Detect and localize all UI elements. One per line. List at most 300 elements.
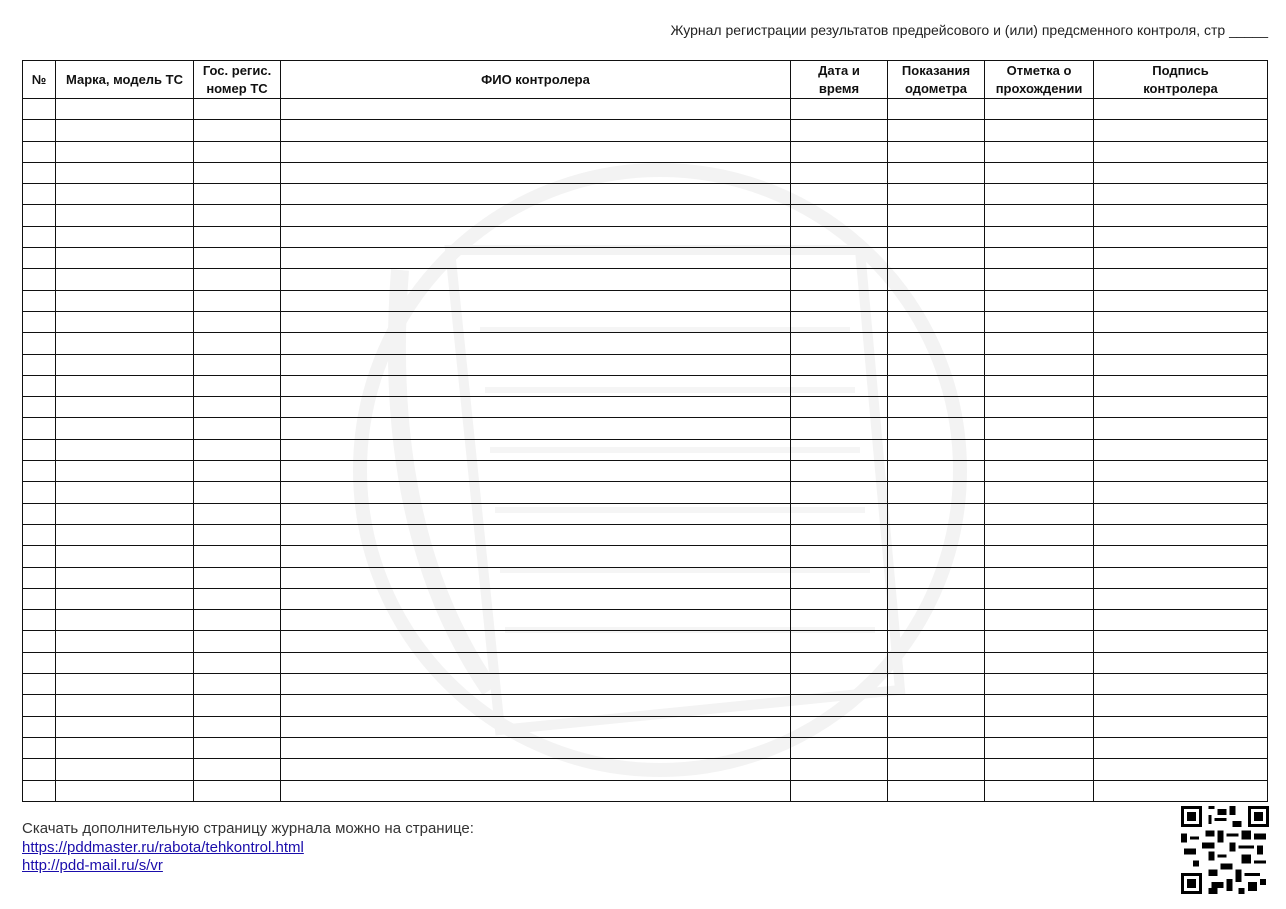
table-cell[interactable] [1094, 503, 1268, 524]
table-row [23, 120, 1268, 141]
table-row [23, 184, 1268, 205]
table-cell[interactable] [23, 524, 56, 545]
table-cell[interactable] [281, 99, 791, 120]
table-cell[interactable] [281, 269, 791, 290]
table-cell[interactable] [281, 226, 791, 247]
table-cell[interactable] [281, 311, 791, 332]
table-cell[interactable] [888, 120, 985, 141]
table-cell[interactable] [194, 503, 281, 524]
table-cell[interactable] [985, 354, 1094, 375]
table-cell[interactable] [791, 780, 888, 801]
table-row [23, 141, 1268, 162]
table-cell[interactable] [281, 290, 791, 311]
table-cell[interactable] [194, 695, 281, 716]
table-cell[interactable] [1094, 354, 1268, 375]
table-cell[interactable] [56, 226, 194, 247]
table-cell[interactable] [985, 524, 1094, 545]
table-cell[interactable] [56, 674, 194, 695]
table-cell[interactable] [791, 418, 888, 439]
table-cell[interactable] [1094, 524, 1268, 545]
table-cell[interactable] [791, 652, 888, 673]
table-cell[interactable] [281, 546, 791, 567]
table-cell[interactable] [194, 354, 281, 375]
table-cell[interactable] [985, 248, 1094, 269]
col-header-vehicle-model: Марка, модель ТС [56, 61, 194, 99]
table-cell[interactable] [888, 716, 985, 737]
table-row [23, 354, 1268, 375]
table-cell[interactable] [194, 397, 281, 418]
table-cell[interactable] [791, 461, 888, 482]
table-cell[interactable] [56, 546, 194, 567]
table-cell[interactable] [1094, 716, 1268, 737]
table-cell[interactable] [23, 546, 56, 567]
table-cell[interactable] [56, 716, 194, 737]
table-cell[interactable] [985, 99, 1094, 120]
table-cell[interactable] [888, 588, 985, 609]
table-cell[interactable] [23, 248, 56, 269]
table-cell[interactable] [791, 333, 888, 354]
table-cell[interactable] [791, 695, 888, 716]
table-cell[interactable] [56, 631, 194, 652]
table-cell[interactable] [56, 737, 194, 758]
table-cell[interactable] [888, 695, 985, 716]
table-cell[interactable] [281, 759, 791, 780]
table-cell[interactable] [791, 99, 888, 120]
table-cell[interactable] [888, 418, 985, 439]
table-cell[interactable] [1094, 759, 1268, 780]
table-cell[interactable] [56, 439, 194, 460]
table-cell[interactable] [985, 439, 1094, 460]
table-row [23, 461, 1268, 482]
table-cell[interactable] [1094, 737, 1268, 758]
table-cell[interactable] [985, 162, 1094, 183]
table-cell[interactable] [194, 780, 281, 801]
download-link-pdd-mail[interactable]: http://pdd-mail.ru/s/vr [22, 857, 163, 874]
table-cell[interactable] [985, 397, 1094, 418]
table-cell[interactable] [56, 397, 194, 418]
table-cell[interactable] [23, 141, 56, 162]
table-cell[interactable] [888, 652, 985, 673]
table-cell[interactable] [1094, 610, 1268, 631]
table-cell[interactable] [791, 354, 888, 375]
table-cell[interactable] [1094, 226, 1268, 247]
table-cell[interactable] [888, 567, 985, 588]
table-cell[interactable] [985, 141, 1094, 162]
table-cell[interactable] [888, 503, 985, 524]
table-cell[interactable] [888, 461, 985, 482]
table-cell[interactable] [985, 269, 1094, 290]
table-cell[interactable] [194, 482, 281, 503]
table-cell[interactable] [23, 205, 56, 226]
table-row [23, 588, 1268, 609]
table-cell[interactable] [23, 588, 56, 609]
table-cell[interactable] [1094, 290, 1268, 311]
table-cell[interactable] [194, 674, 281, 695]
table-cell[interactable] [888, 674, 985, 695]
table-cell[interactable] [194, 141, 281, 162]
table-cell[interactable] [888, 482, 985, 503]
table-cell[interactable] [281, 737, 791, 758]
table-cell[interactable] [1094, 311, 1268, 332]
table-row [23, 99, 1268, 120]
table-cell[interactable] [985, 311, 1094, 332]
table-cell[interactable] [194, 588, 281, 609]
header-row [23, 61, 1268, 99]
table-cell[interactable] [194, 162, 281, 183]
table-cell[interactable] [1094, 375, 1268, 396]
table-cell[interactable] [985, 546, 1094, 567]
table-cell[interactable] [23, 354, 56, 375]
table-cell[interactable] [194, 269, 281, 290]
table-cell[interactable] [281, 248, 791, 269]
table-cell[interactable] [281, 588, 791, 609]
table-cell[interactable] [23, 503, 56, 524]
table-cell[interactable] [23, 674, 56, 695]
table-cell[interactable] [985, 418, 1094, 439]
table-cell[interactable] [194, 737, 281, 758]
table-cell[interactable] [23, 162, 56, 183]
table-cell[interactable] [1094, 141, 1268, 162]
table-cell[interactable] [56, 759, 194, 780]
table-cell[interactable] [985, 375, 1094, 396]
table-cell[interactable] [791, 141, 888, 162]
table-cell[interactable] [23, 759, 56, 780]
table-cell[interactable] [985, 205, 1094, 226]
table-cell[interactable] [1094, 780, 1268, 801]
table-cell[interactable] [1094, 461, 1268, 482]
table-cell[interactable] [281, 141, 791, 162]
table-cell[interactable] [888, 631, 985, 652]
table-cell[interactable] [56, 141, 194, 162]
table-row [23, 375, 1268, 396]
table-cell[interactable] [281, 418, 791, 439]
col-header-signature: Подпись контролера [1094, 61, 1268, 99]
table-cell[interactable] [56, 311, 194, 332]
table-cell[interactable] [56, 524, 194, 545]
table-cell[interactable] [194, 546, 281, 567]
table-cell[interactable] [56, 418, 194, 439]
table-cell[interactable] [791, 759, 888, 780]
table-cell[interactable] [888, 99, 985, 120]
table-cell[interactable] [888, 184, 985, 205]
table-cell[interactable] [281, 610, 791, 631]
table-cell[interactable] [23, 567, 56, 588]
table-cell[interactable] [985, 780, 1094, 801]
table-cell[interactable] [985, 631, 1094, 652]
table-cell[interactable] [281, 631, 791, 652]
table-cell[interactable] [1094, 162, 1268, 183]
table-cell[interactable] [1094, 695, 1268, 716]
table-cell[interactable] [23, 397, 56, 418]
table-cell[interactable] [194, 375, 281, 396]
table-row [23, 205, 1268, 226]
table-cell[interactable] [56, 610, 194, 631]
table-cell[interactable] [23, 482, 56, 503]
table-cell[interactable] [281, 397, 791, 418]
table-cell[interactable] [888, 737, 985, 758]
table-cell[interactable] [888, 524, 985, 545]
table-cell[interactable] [194, 333, 281, 354]
table-cell[interactable] [194, 652, 281, 673]
table-cell[interactable] [56, 333, 194, 354]
table-cell[interactable] [985, 120, 1094, 141]
table-cell[interactable] [1094, 546, 1268, 567]
table-cell[interactable] [791, 205, 888, 226]
table-cell[interactable] [56, 482, 194, 503]
table-cell[interactable] [791, 184, 888, 205]
table-row [23, 503, 1268, 524]
table-cell[interactable] [1094, 120, 1268, 141]
table-cell[interactable] [791, 482, 888, 503]
table-cell[interactable] [23, 99, 56, 120]
table-cell[interactable] [791, 631, 888, 652]
table-cell[interactable] [194, 226, 281, 247]
table-cell[interactable] [56, 588, 194, 609]
table-row [23, 333, 1268, 354]
table-cell[interactable] [985, 567, 1094, 588]
table-cell[interactable] [985, 184, 1094, 205]
table-cell[interactable] [23, 290, 56, 311]
table-body [23, 99, 1268, 802]
table-cell[interactable] [194, 248, 281, 269]
table-cell[interactable] [281, 716, 791, 737]
table-row [23, 482, 1268, 503]
table-cell[interactable] [888, 333, 985, 354]
table-cell[interactable] [1094, 567, 1268, 588]
table-cell[interactable] [281, 354, 791, 375]
table-cell[interactable] [791, 524, 888, 545]
table-cell[interactable] [985, 290, 1094, 311]
table-cell[interactable] [791, 311, 888, 332]
table-cell[interactable] [23, 652, 56, 673]
table-cell[interactable] [23, 631, 56, 652]
table-cell[interactable] [23, 716, 56, 737]
table-cell[interactable] [888, 780, 985, 801]
table-cell[interactable] [888, 311, 985, 332]
table-cell[interactable] [791, 503, 888, 524]
footer [22, 820, 474, 876]
table-row [23, 652, 1268, 673]
table-cell[interactable] [791, 546, 888, 567]
table-cell[interactable] [791, 375, 888, 396]
table-cell[interactable] [194, 631, 281, 652]
table-cell[interactable] [1094, 99, 1268, 120]
table-cell[interactable] [194, 461, 281, 482]
table-cell[interactable] [281, 780, 791, 801]
table-cell[interactable] [791, 120, 888, 141]
table-cell[interactable] [791, 716, 888, 737]
table-row [23, 162, 1268, 183]
col-header-number: № [23, 61, 56, 99]
table-cell[interactable] [1094, 205, 1268, 226]
table-cell[interactable] [23, 333, 56, 354]
table-cell[interactable] [23, 120, 56, 141]
table-cell[interactable] [281, 120, 791, 141]
table-cell[interactable] [23, 737, 56, 758]
table-cell[interactable] [888, 759, 985, 780]
table-cell[interactable] [281, 652, 791, 673]
table-cell[interactable] [56, 780, 194, 801]
download-link-pddmaster[interactable]: https://pddmaster.ru/rabota/tehkontrol.html [22, 838, 304, 856]
table-row [23, 397, 1268, 418]
table-cell[interactable] [56, 503, 194, 524]
table-cell[interactable] [281, 567, 791, 588]
table-row [23, 780, 1268, 801]
table-cell[interactable] [888, 248, 985, 269]
table-cell[interactable] [194, 290, 281, 311]
table-cell[interactable] [1094, 269, 1268, 290]
table-cell[interactable] [791, 439, 888, 460]
table-cell[interactable] [985, 652, 1094, 673]
table-row [23, 248, 1268, 269]
table-cell[interactable] [56, 248, 194, 269]
table-cell[interactable] [194, 205, 281, 226]
table-row [23, 439, 1268, 460]
table-cell[interactable] [23, 695, 56, 716]
table-cell[interactable] [281, 482, 791, 503]
table-cell[interactable] [791, 397, 888, 418]
table-cell[interactable] [194, 524, 281, 545]
table-cell[interactable] [56, 162, 194, 183]
table-cell[interactable] [985, 759, 1094, 780]
table-cell[interactable] [1094, 652, 1268, 673]
table-cell[interactable] [23, 269, 56, 290]
table-cell[interactable] [888, 439, 985, 460]
table-cell[interactable] [791, 674, 888, 695]
table-cell[interactable] [1094, 588, 1268, 609]
table-row [23, 418, 1268, 439]
table-cell[interactable] [985, 695, 1094, 716]
table-cell[interactable] [194, 311, 281, 332]
table-cell[interactable] [791, 226, 888, 247]
table-cell[interactable] [56, 120, 194, 141]
table-cell[interactable] [23, 226, 56, 247]
table-cell[interactable] [281, 503, 791, 524]
table-cell[interactable] [791, 162, 888, 183]
table-cell[interactable] [194, 567, 281, 588]
journal-table [22, 60, 1268, 802]
table-cell[interactable] [56, 461, 194, 482]
table-cell[interactable] [985, 737, 1094, 758]
table-cell[interactable] [985, 482, 1094, 503]
table-row [23, 695, 1268, 716]
table-cell[interactable] [194, 759, 281, 780]
table-cell[interactable] [23, 610, 56, 631]
table-cell[interactable] [56, 652, 194, 673]
table-cell[interactable] [281, 439, 791, 460]
table-cell[interactable] [888, 141, 985, 162]
table-cell[interactable] [56, 99, 194, 120]
table-cell[interactable] [791, 248, 888, 269]
table-cell[interactable] [194, 439, 281, 460]
table-row [23, 226, 1268, 247]
table-cell[interactable] [888, 269, 985, 290]
table-cell[interactable] [888, 375, 985, 396]
col-header-passage-mark: Отметка о прохождении [985, 61, 1094, 99]
table-cell[interactable] [985, 226, 1094, 247]
table-cell[interactable] [1094, 333, 1268, 354]
table-cell[interactable] [23, 461, 56, 482]
table-cell[interactable] [56, 290, 194, 311]
table-cell[interactable] [194, 610, 281, 631]
table-cell[interactable] [985, 674, 1094, 695]
table-cell[interactable] [194, 99, 281, 120]
table-cell[interactable] [23, 780, 56, 801]
table-cell[interactable] [1094, 184, 1268, 205]
table-cell[interactable] [194, 184, 281, 205]
table-cell[interactable] [1094, 482, 1268, 503]
table-cell[interactable] [56, 354, 194, 375]
col-header-odometer: Показания одометра [888, 61, 985, 99]
table-cell[interactable] [56, 269, 194, 290]
table-cell[interactable] [281, 205, 791, 226]
table-cell[interactable] [888, 290, 985, 311]
table-cell[interactable] [281, 333, 791, 354]
table-cell[interactable] [281, 162, 791, 183]
table-cell[interactable] [56, 184, 194, 205]
table-cell[interactable] [23, 418, 56, 439]
table-cell[interactable] [281, 524, 791, 545]
table-cell[interactable] [23, 439, 56, 460]
table-cell[interactable] [1094, 631, 1268, 652]
table-cell[interactable] [888, 610, 985, 631]
table-cell[interactable] [888, 162, 985, 183]
table-cell[interactable] [56, 375, 194, 396]
table-cell[interactable] [888, 354, 985, 375]
table-cell[interactable] [281, 375, 791, 396]
table-cell[interactable] [791, 290, 888, 311]
table-cell[interactable] [23, 184, 56, 205]
table-cell[interactable] [1094, 248, 1268, 269]
table-cell[interactable] [194, 120, 281, 141]
table-cell[interactable] [791, 588, 888, 609]
table-cell[interactable] [194, 418, 281, 439]
table-cell[interactable] [56, 695, 194, 716]
table-cell[interactable] [281, 674, 791, 695]
col-header-date-time: Дата и время [791, 61, 888, 99]
table-cell[interactable] [281, 695, 791, 716]
table-cell[interactable] [1094, 674, 1268, 695]
table-cell[interactable] [56, 567, 194, 588]
table-cell[interactable] [194, 716, 281, 737]
table-cell[interactable] [791, 269, 888, 290]
table-cell[interactable] [985, 588, 1094, 609]
table-cell[interactable] [23, 311, 56, 332]
table-cell[interactable] [281, 461, 791, 482]
table-cell[interactable] [281, 184, 791, 205]
table-cell[interactable] [985, 461, 1094, 482]
table-cell[interactable] [1094, 397, 1268, 418]
table-cell[interactable] [985, 503, 1094, 524]
table-cell[interactable] [791, 567, 888, 588]
table-row [23, 290, 1268, 311]
table-cell[interactable] [888, 397, 985, 418]
table-cell[interactable] [888, 226, 985, 247]
table-cell[interactable] [56, 205, 194, 226]
table-cell[interactable] [791, 737, 888, 758]
table-cell[interactable] [1094, 418, 1268, 439]
table-cell[interactable] [791, 610, 888, 631]
table-cell[interactable] [985, 610, 1094, 631]
table-row [23, 631, 1268, 652]
table-cell[interactable] [23, 375, 56, 396]
table-cell[interactable] [1094, 439, 1268, 460]
table-cell[interactable] [888, 205, 985, 226]
table-row [23, 311, 1268, 332]
table-cell[interactable] [888, 546, 985, 567]
table-cell[interactable] [985, 333, 1094, 354]
table-cell[interactable] [985, 716, 1094, 737]
